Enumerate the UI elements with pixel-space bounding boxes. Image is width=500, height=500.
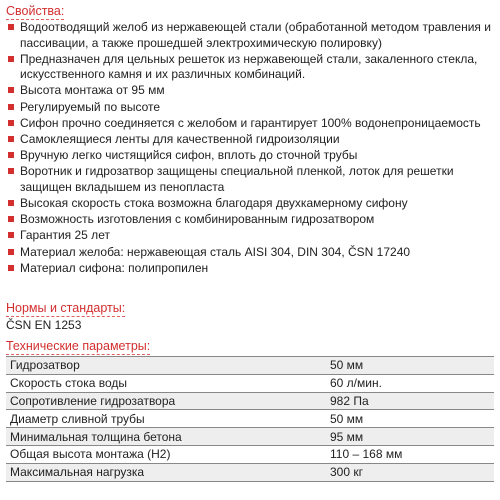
tech-params-heading: Технические параметры: <box>6 339 151 353</box>
list-item-text: Предназначен для цельных решеток из нержавеющей стали, закаленного стекла, искусственного камня и их различных комбинаций. <box>20 51 478 82</box>
table-row <box>6 392 494 410</box>
bullet-square-icon <box>8 87 14 93</box>
list-item-text: Гарантия 25 лет <box>20 228 110 243</box>
table-row <box>6 410 494 428</box>
bullet-square-icon <box>8 200 14 206</box>
bullet-square-icon <box>8 136 14 142</box>
list-item <box>6 100 494 116</box>
bullet-square-icon <box>8 120 14 126</box>
param-name: Сопротивление гидрозатвора <box>6 392 330 410</box>
param-value: 982 Па <box>330 392 494 410</box>
list-item <box>6 116 494 132</box>
table-row <box>6 445 494 463</box>
param-name: Максимальная нагрузка <box>6 463 330 481</box>
list-item-text: Высота монтажа от 95 мм <box>20 83 165 98</box>
list-item <box>6 148 494 164</box>
bullet-square-icon <box>8 249 14 255</box>
list-item-text: Высокая скорость стока возможна благодаря двухкамерному сифону <box>20 196 408 210</box>
bullet-square-icon <box>8 56 14 62</box>
properties-list <box>6 20 494 277</box>
table-row <box>6 374 494 392</box>
list-item-text: Воротник и гидрозатвор защищены специальной пленкой, лоток для решетки защищен вкладышем из пенопласта <box>20 164 454 194</box>
bullet-square-icon <box>8 216 14 222</box>
list-item <box>6 196 494 212</box>
list-item-text: Регулируемый по высоте <box>20 99 161 114</box>
list-item-text: Возможность изготовления с комбинированным гидрозатвором <box>20 212 375 227</box>
properties-heading: Свойства: <box>6 4 65 18</box>
list-item <box>6 261 494 277</box>
param-name: Скорость стока воды <box>6 374 330 392</box>
list-item-text: Водоотводящий желоб из нержавеющей стали (обработанной методом травления и пассивации, а также прошедшей электрохимическую полировку) <box>20 20 491 50</box>
list-item <box>6 20 494 51</box>
bullet-square-icon <box>8 265 14 271</box>
norms-heading: Нормы и стандарты: <box>6 301 126 315</box>
bullet-square-icon <box>8 168 14 174</box>
param-value: 50 мм <box>330 410 494 428</box>
list-item <box>6 83 494 99</box>
list-item-text: Вручную легко чистящийся сифон, вплоть до сточной трубы <box>20 148 358 163</box>
param-value: 50 мм <box>330 357 494 375</box>
param-name: Общая высота монтажа (H2) <box>6 445 330 463</box>
list-item-text: Материал желоба: нержавеющая сталь AISI 304, DIN 304, ČSN 17240 <box>20 244 411 259</box>
param-name: Диаметр сливной трубы <box>6 410 330 428</box>
bullet-square-icon <box>8 104 14 110</box>
list-item-text: Материал сифона: полипропилен <box>20 260 209 275</box>
param-name: Минимальная толщина бетона <box>6 428 330 446</box>
tech-params-table <box>6 356 494 482</box>
norms-value: ČSN EN 1253 <box>6 318 82 332</box>
param-value: 95 мм <box>330 428 494 446</box>
list-item <box>6 212 494 228</box>
list-item-text: Сифон прочно соединяется с желобом и гарантирует 100% водонепроницаемость <box>20 115 481 130</box>
list-item <box>6 132 494 148</box>
param-value: 110 – 168 мм <box>330 445 494 463</box>
table-row <box>6 357 494 375</box>
table-row <box>6 428 494 446</box>
list-item <box>6 228 494 244</box>
param-name: Гидрозатвор <box>6 357 330 375</box>
list-item <box>6 164 494 195</box>
table-row <box>6 463 494 481</box>
bullet-square-icon <box>8 232 14 238</box>
bullet-square-icon <box>8 152 14 158</box>
list-item <box>6 245 494 261</box>
param-value: 60 л/мин. <box>330 374 494 392</box>
list-item <box>6 52 494 83</box>
bullet-square-icon <box>8 24 14 30</box>
list-item-text: Самоклеящиеся ленты для качественной гидроизоляции <box>20 131 340 146</box>
param-value: 300 кг <box>330 463 494 481</box>
